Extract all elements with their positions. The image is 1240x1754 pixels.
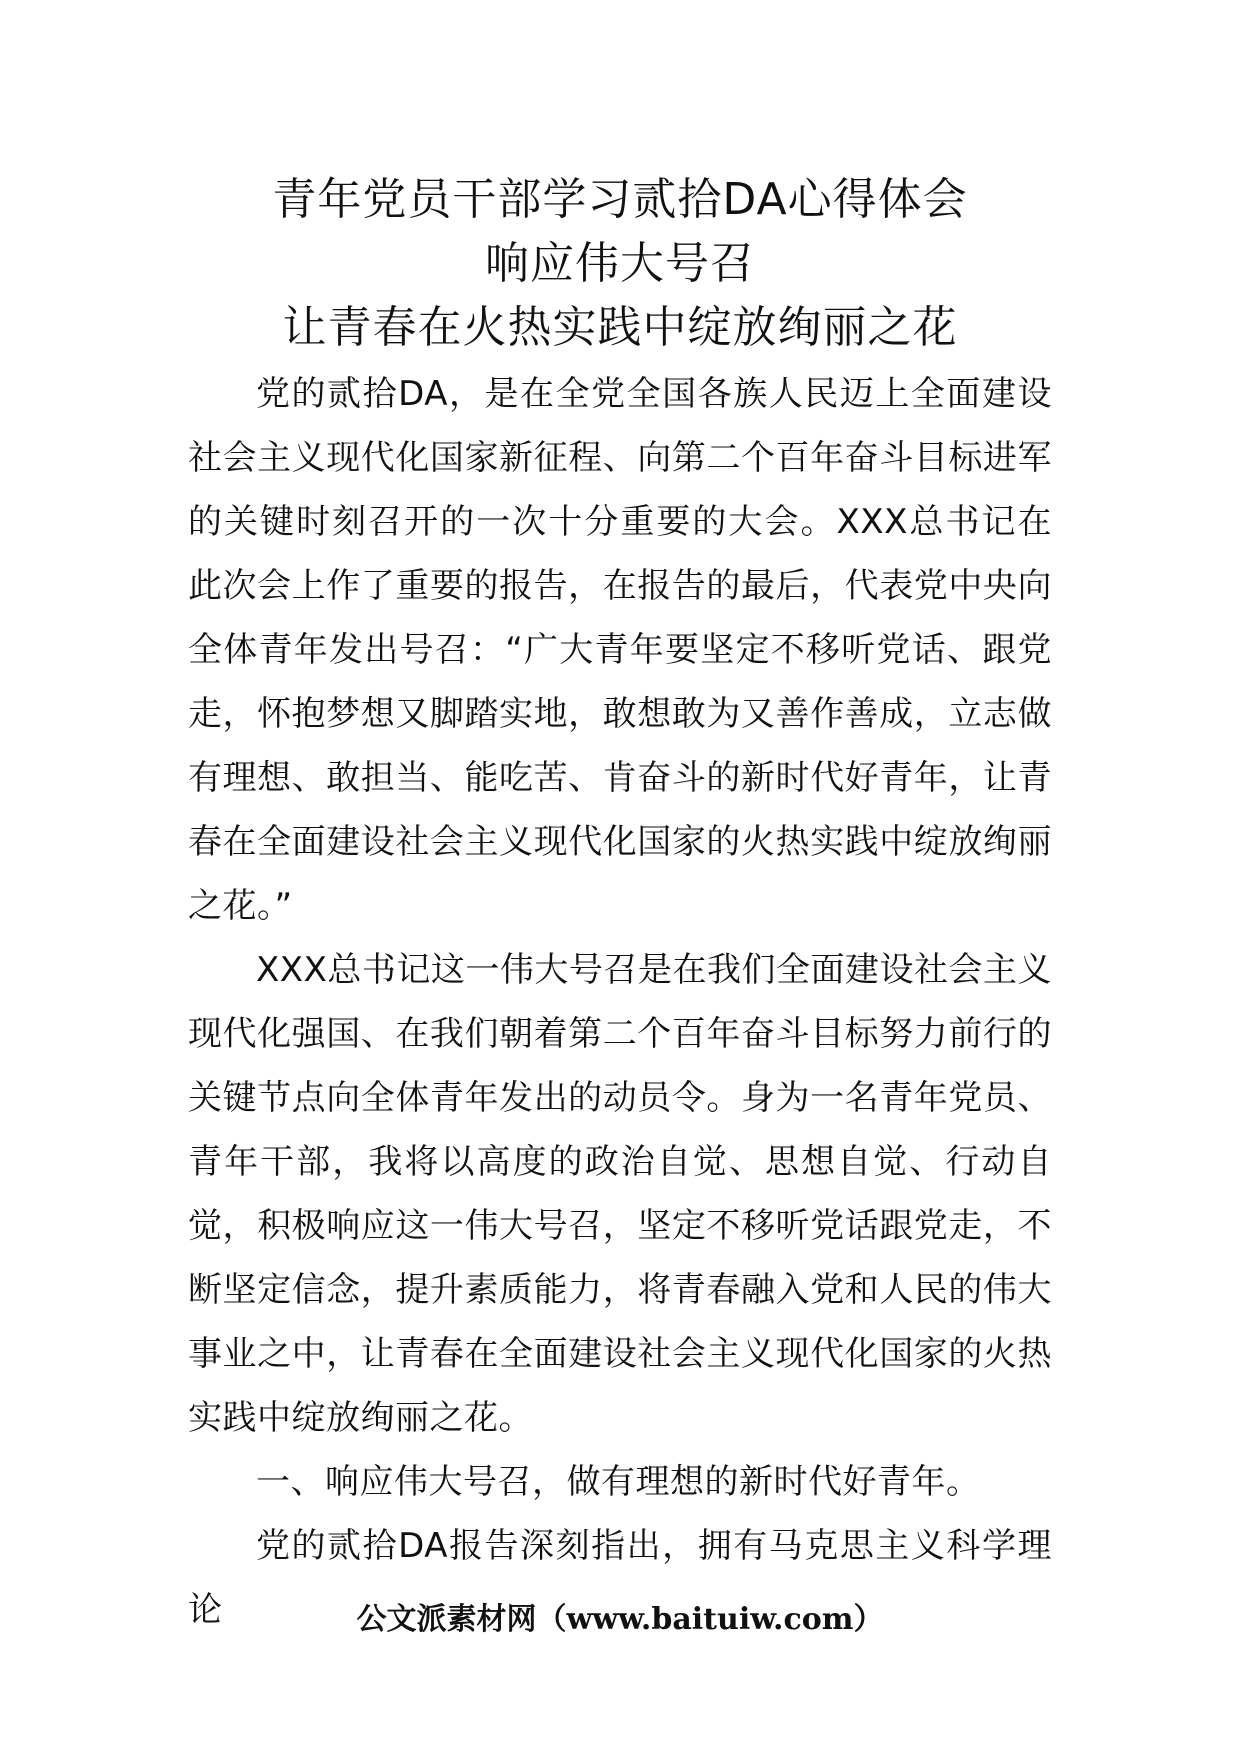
footer-watermark: 公文派素材网（www.baituiw.com） (356, 1602, 884, 1637)
title-line-2: 响应伟大号召 (485, 238, 755, 289)
paragraph-2: XXX总书记这一伟大号召是在我们全面建设社会主义现代化强国、在我们朝着第二个百年奋斗目标努力前行的关键节点向全体青年发出的动员令。身为一名青年党员、青年干部，我将以高度的政治自觉、思想自觉、行动自觉，积极响应这一伟大号召，坚定不移听党话跟党走，不断坚定信念，提升素质能力，将青春融入党和人民的伟大事业之中，让青春在全面建设社会主义现代化国家的火热实践中绽放绚丽之花。 (188, 950, 1052, 1438)
section-heading-1: 一、响应伟大号召，做有理想的新时代好青年。 (256, 1462, 981, 1502)
paragraph-1: 党的贰拾DA，是在全党全国各族人民迈上全面建设社会主义现代化国家新征程、向第二个百年奋斗目标进军的关键时刻召开的一次十分重要的大会。XXX总书记在此次会上作了重要的报告，在报告的最后，代表党中央向全体青年发出号召：“广大青年要坚定不移听党话、跟党走，怀抱梦想又脚踏实地，敢想敢为又善作善成，立志做有理想、敢担当、能吃苦、肯奋斗的新时代好青年，让青春在全面建设社会主义现代化国家的火热实践中绽放绚丽之花。” (188, 374, 1052, 926)
document-body (188, 362, 1052, 1642)
paragraph-3: 党的贰拾DA报告深刻指出，拥有马克思主义科学理论 (188, 1526, 1052, 1630)
title-line-3: 让青春在火热实践中绽放绚丽之花 (282, 302, 958, 353)
title-line-1: 青年党员干部学习贰拾DA心得体会 (272, 174, 968, 225)
document-title (0, 168, 1240, 360)
